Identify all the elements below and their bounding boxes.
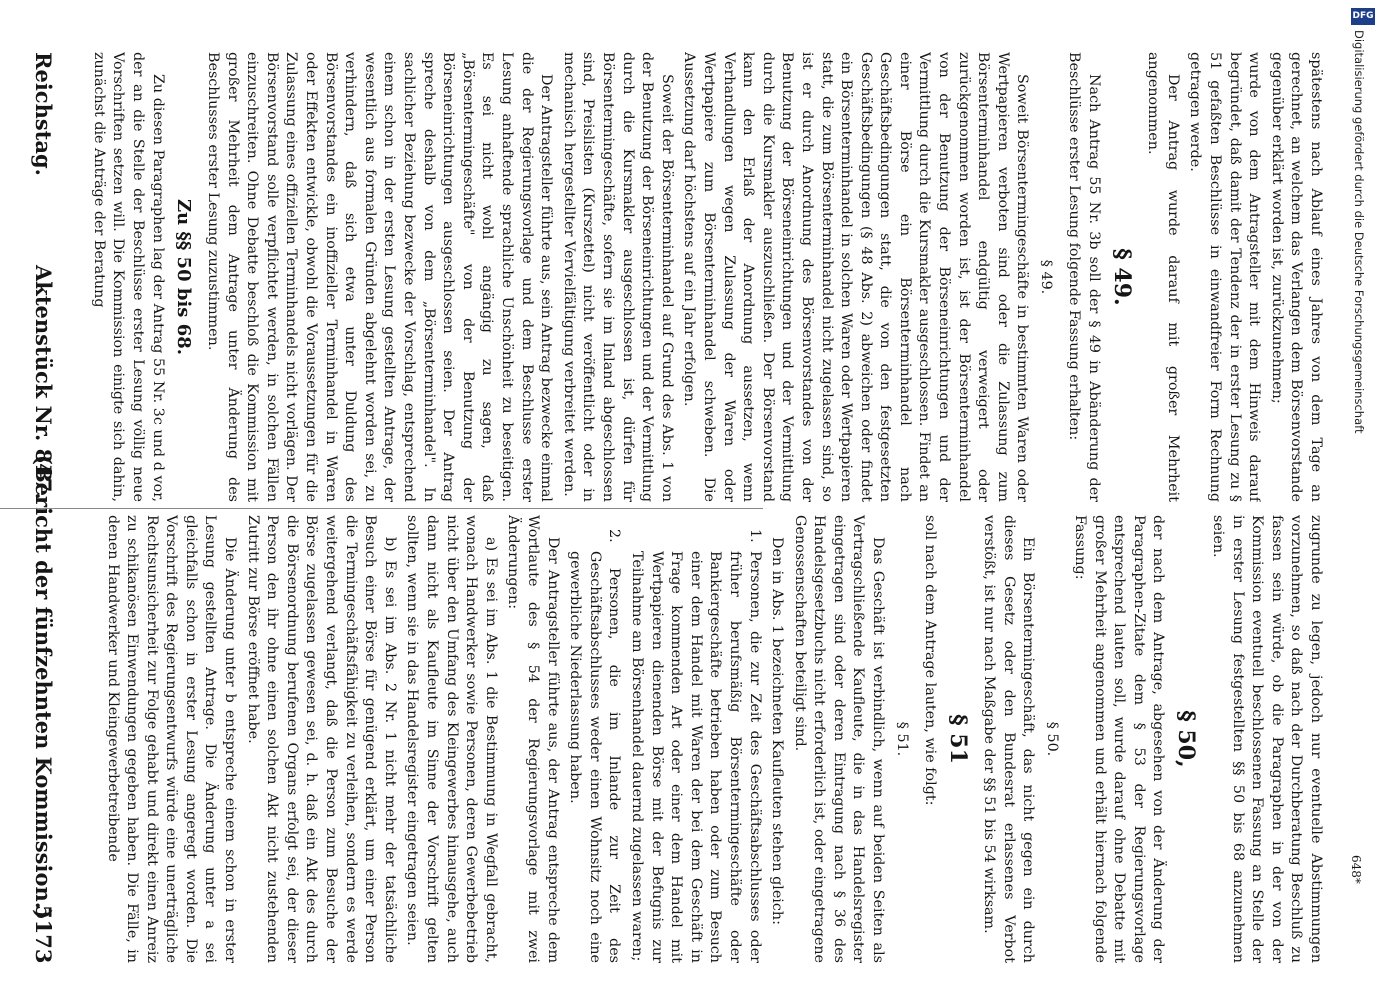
paragraph: Das Geschäft ist verbindlich, wenn auf beiden Seiten als Vertragschließende Kaufleute, die in das Handelsregister eingetragen sind oder deren Eintragung nach § 36 des Handelsgesetzbuchs nicht erforderlich ist, oder eingetragene Genossenschaften beteiligt sind. — [791, 515, 887, 963]
credit-text: Digitalisierung gefördert durch die Deutsche Forschungsgemeinschaft — [1352, 30, 1366, 434]
paragraph: b) Es sei im Abs. 2 Nr. 1 nicht mehr der tatsächliche Besuch einer Börse für genügend erklärt, um einer Person die Termingeschäftsfähigkeit zu verleihen, sondern es werde weitergehend verlangt, daß die Person zum Besuche der Börse zugelassen gewesen sei, d. h. daß ein Akt des durch die Börsenordnung berufenen Organs erfolgt sei, der dieser Person den ihr ohne einen solchen Akt nicht zustehenden Zutritt zur Börse eröffnet habe. — [244, 515, 398, 963]
paragraph: Ein Börsentermingeschäft, das nicht gegen ein durch dieses Gesetz oder den Bundesrat erlassenes Verbot verstößt, ist nur nach Maßgabe der §§ 51 bis 54 wirksam. — [981, 515, 1037, 963]
column-divider — [0, 508, 763, 509]
section-heading: § 49. — [1038, 259, 1055, 295]
paragraph: Zu diesen Paragraphen lag der Antrag 55 Nr. 3c und d vor, der an die Stelle der Beschlüsse erster Lesung völlig neue Vorschriften setzen will. Die Kommission einigte sich dahin, zunächst die Anträge der Beratung — [90, 52, 166, 502]
paragraph: soll nach dem Antrage lauten, wie folgt: — [921, 515, 938, 806]
paragraph: Der Antragsteller führte aus, sein Antrag bezwecke einmal die der Regierungsvorlage und dem Beschlusse erster Lesung anhaftende sprachliche Unschönheit zu beseitigen. Es sei nicht wohl angängig zu sagen, daß „Börsentermingeschäfte" von der Benutzung der Börseneinrichtungen ausgeschlossen seien. Der Antrag spreche deshalb von dem „Börsenterminhandel". In sachlicher Beziehung bezwecke der Vorschlag, entsprechend einem schon in der ersten Lesung gestellten Antrage, der wesentlich aus formalen Gründen abgelehnt worden sei, zu verhindern, daß sich etwa unter Duldung des Börsenvorstandes ein inoffizieller Terminhandel in Waren oder Effekten entwickle, obwohl die Voraussetzungen für die Zulassung eines offiziellen Terminhandels nicht vorlägen. Der Börsenvorstand solle verpflichtet werden, in solchen Fällen einzuschreiten. Ohne Debatte beschloß die Kommission mit großer Mehrheit dem Antrage unter Änderung des Beschlusses erster Lesung zuzustimmen. — [205, 52, 555, 502]
paragraph: Den in Abs. 1 bezeichneten Kaufleuten stehen gleich: — [769, 537, 786, 925]
header-left: Reichstag. — [31, 52, 56, 176]
dfg-logo-badge: DFG — [1351, 8, 1375, 25]
paragraph: Der Antragsteller führte aus, der Antrag entspreche dem Wortlaute des § 54 der Regierungsvorlage mit zwei Änderungen: — [505, 515, 561, 963]
paragraph: der nach dem Antrage, abgesehen von der Änderung der Paragraphen-Zitate dem § 53 der Regierungsvorlage entsprechend lauten soll, wurde darauf ohne Debatte mit großer Mehrheit angenommen und erhält hiernach folgende Fassung: — [1072, 515, 1167, 963]
list-item: 1. Personen, die zur Zeit des Geschäftsabschlusses oder früher berufsmäßig Börsentermingeschäfte oder Bankiergeschäfte betrieben haben oder zum Besuch einer dem Handel mit Waren der bei dem Geschäft in Frage kommenden Art oder einer dem Handel mit Wertpapieren dienenden Börse mit der Befugnis zur Teilnahme am Börsenhandel dauernd zugelassen waren; — [628, 529, 763, 963]
section-heading: § 50, — [1173, 710, 1200, 768]
section-heading: § 51 — [944, 714, 971, 764]
paragraph: a) Es sei im Abs. 1 die Bestimmung in Wegfall gebracht, wonach Handwerker sowie Personen, deren Gewerbebetrieb nicht über den Umfang des Kleingewerbes hinausgehe, auch dann nicht als Kaufleute im Sinne der Vorschrift gelten sollten, wenn sie in das Handelsregister eingetragen seien. — [404, 515, 499, 963]
paragraph: zugrunde zu legen, jedoch nur eventuelle Abstimmungen vorzunehmen, so daß nach der Durchberatung Beschluß zu fassen sein würde, ob die Paragraphen in der von der Kommission eventuell beschlossenen Fassung an Stelle der in erster Lesung festgestellten §§ 50 bis 68 anzunehmen seien. — [1210, 515, 1324, 963]
paragraph: wurde von dem Antragsteller mit dem Hinweis darauf begründet, daß damit der Tendenz der in erster Lesung zu § 51 gefaßten Beschlüsse in einwandfreier Form Rechnung getragen werde. — [1187, 52, 1263, 502]
column-right — [70, 515, 1325, 963]
header-right-title: (Bericht der fünfzehnten Kommission.) — [31, 455, 56, 919]
page-number: 5173 — [31, 905, 56, 964]
paragraph: Die Änderung unter b entspreche einem schon in erster Lesung gestellten Antrage. Die Änderung unter a sei gleichfalls schon in erster Lesung angeregt worden. Die Vorschrift des Regierungsentwurfs würde eine unerträgliche Rechtsunsicherheit zur Folge gehabt und direkt einen Anreiz zu schikanösen Einwendungen gegeben haben. Die Fälle, in denen Handwerker und Kleingewerbetreibende — [104, 515, 239, 963]
section-heading: § 50. — [1044, 721, 1061, 757]
paragraph: Nach Antrag 55 Nr. 3b soll der § 49 in Abänderung der Beschlüsse erster Lesung folgende Fassung erhalten: — [1066, 52, 1102, 502]
header-center: Aktenstück Nr. 847. — [31, 265, 56, 500]
paragraph: Soweit der Börsenterminhandel auf Grund des Abs. 1 von der Benutzung der Börseneinrichtungen und der Vermittlung durch die Kursmakler ausgeschlossen ist, dürfen für Börsentermingeschäfte, sofern sie im Inland abgeschlossen sind, Preislisten (Kurszettel) nicht veröffentlicht oder in mechanisch hergestellter Vervielfältigung verbreitet werden. — [560, 52, 675, 502]
paragraph: Der Antrag wurde darauf mit großer Mehrheit angenommen. — [1145, 52, 1181, 502]
paragraph: Soweit Börsentermingeschäfte in bestimmten Waren oder Wertpapieren verboten sind oder die Zulassung zum Börsenterminhandel endgültig verweigert oder zurückgenommen worden ist, ist der Börsenterminhandel von der Benutzung der Börseneinrichtungen und der Vermittlung durch die Kursmakler ausgeschlossen. Findet an einer Börse ein Börsenterminhandel nach Geschäftsbedingungen statt, die von den festgesetzten Geschäftsbedingungen (§ 48 Abs. 2) abweichen oder findet ein Börsenterminhandel in solchen Waren oder Wertpapieren statt, die zum Börsenterminhandel nicht zugelassen sind, so ist er durch Anordnung des Börsenvorstandes von der Benutzung der Börseneinrichtungen und der Vermittlung durch die Kursmakler auszuschließen. Der Börsenvorstand kann den Erlaß der Anordnung aussetzen, wenn Verhandlungen wegen Zulassung der Waren oder Wertpapiere zum Börsenterminhandel schweben. Die Aussetzung darf höchstens auf ein Jahr erfolgen. — [681, 52, 1031, 502]
signature-mark: 648* — [1349, 855, 1363, 884]
list-item: 2. Personen, die im Inlande zur Zeit des Geschäftsabschlusses weder einen Wohnsitz noch eine gewerbliche Niederlassung haben. — [567, 529, 623, 963]
section-heading: Zu §§ 50 bis 68. — [172, 198, 194, 356]
section-heading: § 51. — [894, 721, 911, 757]
section-heading: § 49. — [1108, 248, 1135, 306]
column-left — [70, 52, 1325, 502]
paragraph: spätestens nach Ablauf eines Jahres von dem Tage an gerechnet, an welchem das Verlangen dem Börsenvorstande gegenüber erklärt worden ist, zurückzunehmen; — [1268, 52, 1324, 502]
